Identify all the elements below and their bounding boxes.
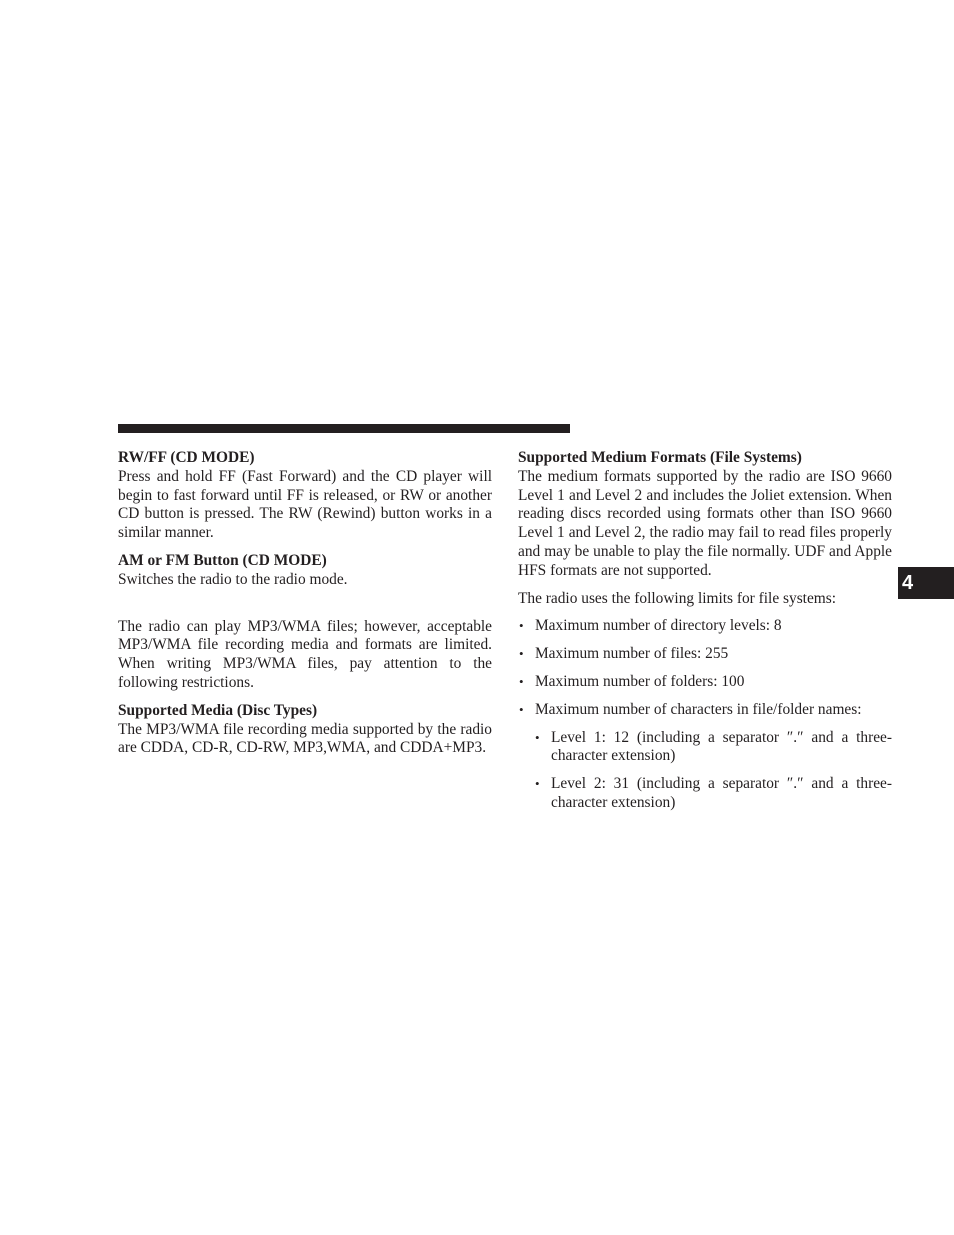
list-item: • Level 1: 12 (including a separator ″.″ and a three-character extension) [534, 729, 892, 767]
right-column [518, 449, 892, 813]
media-heading: Supported Media (Disc Types) [118, 701, 318, 719]
formats-text: The medium formats supported by the radio are ISO 9660 Level 1 and Level 2 and includes the Joliet extension. When reading discs recorded using formats other than ISO 9660 Level 1 and Level 2, the radio may fail to read files properly and may be unable to play the file normally. UDF and Apple HFS formats are not supported. [518, 467, 892, 579]
limits-list [518, 617, 892, 719]
amfm-text: Switches the radio to the radio mode. [118, 570, 348, 588]
formats-heading: Supported Medium Formats (File Systems) [518, 449, 802, 466]
media-text: The MP3/WMA file recording media supported by the radio are CDDA, CD-R, CD-RW, MP3,WMA, and CDDA+MP3. [118, 720, 492, 757]
list-item: • Maximum number of characters in file/folder names: [518, 701, 892, 720]
list-item: • Maximum number of files: 255 [518, 645, 892, 664]
left-column [118, 449, 492, 758]
sub-limits-list [518, 729, 892, 813]
rwff-text: Press and hold FF (Fast Forward) and the CD player will begin to fast forward until FF is released, or RW or another CD button is pressed. The RW (Rewind) button works in a similar manner. [118, 467, 492, 542]
list-item: • Level 2: 31 (including a separator ″.″ and a three-character extension) [534, 775, 892, 813]
list-item: • Maximum number of folders: 100 [518, 673, 892, 692]
limits-intro: The radio uses the following limits for file systems: [518, 589, 837, 607]
rwff-heading: RW/FF (CD MODE) [118, 449, 255, 466]
section-rule [118, 424, 570, 433]
amfm-heading: AM or FM Button (CD MODE) [118, 551, 327, 569]
list-item: • Maximum number of directory levels: 8 [518, 617, 892, 636]
mp3-intro-text: The radio can play MP3/WMA files; however, acceptable MP3/WMA file recording media and formats are limited. When writing MP3/WMA files, pay attention to the following restrictions. [118, 617, 492, 691]
chapter-tab: 4 [898, 567, 954, 599]
